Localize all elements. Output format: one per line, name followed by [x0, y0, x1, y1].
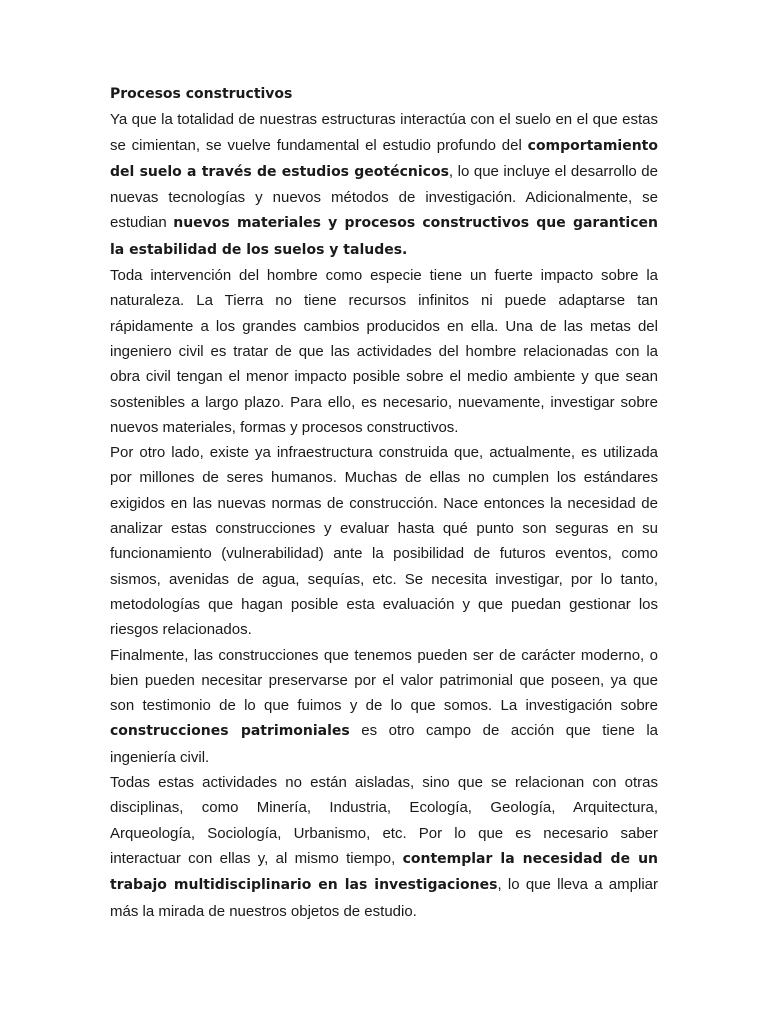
text-run: Ya que la totalidad de nuestras estructuras interactúa con el suelo en el que estas se cimientan, se vuelve fundamental el estudio profundo del: [110, 111, 658, 154]
document-title: Procesos constructivos: [110, 86, 293, 102]
paragraph: [110, 263, 658, 440]
text-run: , lo que incluye el desarrollo de nuevas tecnologías y nuevos métodos de investigación. Adicionalmente, se estudian: [110, 162, 658, 232]
bold-phrase: comportamiento del suelo a través de estudios geotécnicos: [110, 137, 658, 180]
text-run: Por otro lado, existe ya infraestructura construida que, actualmente, es utilizada por millones de seres humanos. Muchas de ellas no cumplen los estándares exigidos en las nuevas normas de construcción. Nace entonces la necesidad de analizar estas construcciones y evaluar hasta qué punto son seguras en su funcionamiento (vulnerabilidad) ante la posibilidad de futuros eventos, como sismos, avenidas de agua, sequías, etc. Se necesita investigar, por lo tanto, metodologías que hagan posible esta evaluación y que puedan gestionar los riesgos relacionados.: [110, 444, 658, 639]
text-run: , lo que lleva a ampliar más la mirada de nuestros objetos de estudio.: [110, 876, 658, 920]
document-body: [110, 107, 658, 924]
bold-phrase: contemplar la necesidad de un trabajo multidisciplinario en las investigaciones: [110, 850, 658, 894]
paragraph: [110, 107, 658, 263]
text-run: Finalmente, las construcciones que tenemos pueden ser de carácter moderno, o bien pueden necesitar preservarse por el valor patrimonial que poseen, ya que son testimonio de lo que fuimos y de lo que somos. La investigación sobre: [110, 646, 658, 715]
text-run: Todas estas actividades no están aisladas, sino que se relacionan con otras disciplinas, como Minería, Industria, Ecología, Geología, Arquitectura, Arqueología, Sociología, Urbanismo, etc. Por lo que es necesario saber interactuar con ellas y, al mismo tiempo,: [110, 774, 658, 867]
document-page: [110, 82, 658, 924]
bold-phrase: nuevos materiales y procesos constructivos que garanticen la estabilidad de los suelos y taludes.: [110, 215, 658, 258]
text-run: es otro campo de acción que tiene la ingeniería civil.: [110, 722, 659, 766]
bold-phrase: construcciones patrimoniales: [110, 723, 350, 740]
paragraph: [110, 770, 658, 924]
paragraph: [110, 643, 658, 770]
paragraph: [110, 440, 658, 642]
text-run: Toda intervención del hombre como especie tiene un fuerte impacto sobre la naturaleza. La Tierra no tiene recursos infinitos ni puede adaptarse tan rápidamente a los grandes cambios producidos en ella. Una de las metas del ingeniero civil es tratar de que las actividades del hombre relacionadas con la obra civil tengan el menor impacto posible sobre el medio ambiente y que sean sostenibles a largo plazo. Para ello, es necesario, nuevamente, investigar sobre nuevos materiales, formas y procesos constructivos.: [110, 267, 658, 436]
